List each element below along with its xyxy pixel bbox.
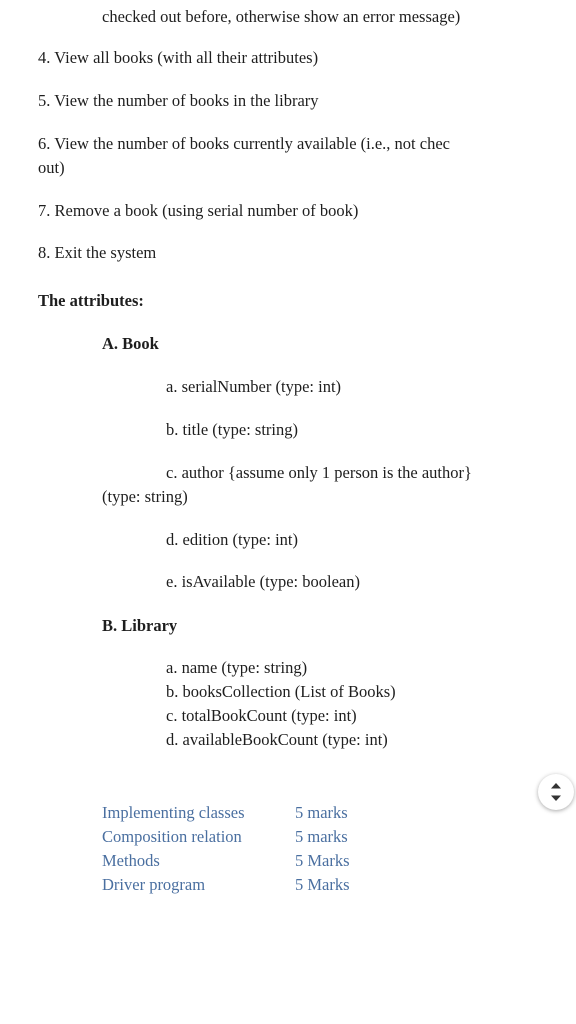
book-attribute-a: a. serialNumber (type: int) — [166, 377, 342, 396]
up-down-arrows-icon — [538, 774, 574, 810]
library-attribute-c: c. totalBookCount (type: int) — [166, 706, 357, 725]
marks-value: 5 Marks — [295, 851, 350, 870]
book-attribute-d: d. edition (type: int) — [166, 530, 298, 549]
requirement-item-6-continuation: out) — [38, 158, 65, 177]
requirement-item-4: 4. View all books (with all their attributes) — [38, 48, 319, 67]
marks-criterion: Implementing classes — [102, 803, 245, 822]
library-attribute-d: d. availableBookCount (type: int) — [166, 730, 388, 749]
library-attribute-b: b. booksCollection (List of Books) — [166, 682, 396, 701]
requirement-item-8: 8. Exit the system — [38, 243, 157, 262]
marks-value: 5 Marks — [295, 875, 350, 894]
marks-row — [102, 850, 402, 874]
marks-row — [102, 826, 402, 850]
scroll-navigation-button[interactable] — [538, 774, 574, 810]
marks-value: 5 marks — [295, 803, 348, 822]
library-attribute-a: a. name (type: string) — [166, 658, 308, 677]
marks-criterion: Composition relation — [102, 827, 242, 846]
requirement-item-7: 7. Remove a book (using serial number of book) — [38, 201, 359, 220]
book-class-heading: A. Book — [102, 334, 159, 353]
library-class-heading: B. Library — [102, 616, 178, 635]
requirement-item-5: 5. View the number of books in the library — [38, 91, 319, 110]
marks-value: 5 marks — [295, 827, 348, 846]
marks-row — [102, 802, 402, 826]
marks-criterion: Driver program — [102, 875, 206, 894]
marks-criterion: Methods — [102, 851, 160, 870]
book-attribute-b: b. title (type: string) — [166, 420, 298, 439]
book-attribute-c: c. author {assume only 1 person is the author} — [166, 463, 472, 482]
book-attribute-e: e. isAvailable (type: boolean) — [166, 572, 360, 591]
marks-row — [102, 874, 402, 898]
requirement-line-continuation: checked out before, otherwise show an error message) — [102, 7, 461, 26]
requirement-item-6: 6. View the number of books currently available (i.e., not chec — [38, 134, 450, 153]
attributes-heading: The attributes: — [38, 291, 144, 310]
book-attribute-c-continuation: (type: string) — [102, 487, 188, 506]
